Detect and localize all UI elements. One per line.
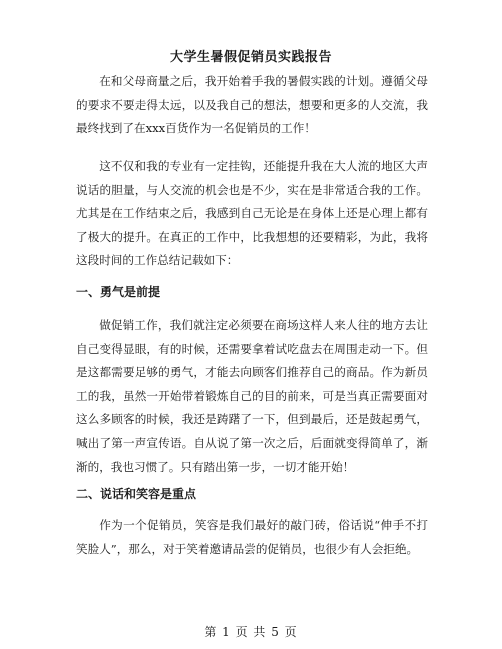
page-number: 第 1 页 共 5 页: [204, 625, 298, 639]
section-heading-courage: 一、勇气是前提: [76, 285, 161, 299]
body-paragraph: 这不仅和我的专业有一定挂钩，还能提升我在大人流的地区大声说话的胆量，与人交流的机会也是不少，实在是非常适合我的工作。尤其是在工作结束之后，我感到自己无论是在身体上还是心理上都有了极大的提升。在真正的工作中，比我想想的还要精彩，为此，我将这段时间的工作总结记载如下：: [76, 159, 428, 268]
section-text-smile: 作为一个促销员，笑容是我们最好的敲门砖，俗话说“伸手不打笑脸人”，那么，对于笑着邀请品尝的促销员，也很少有人会拒绝。: [76, 518, 428, 556]
section-heading-smile: 二、说话和笑容是重点: [76, 487, 197, 501]
intro-paragraph: 在和父母商量之后，我开始着手我的暑假实践的计划。遵循父母的要求不要走得太远，以及我自己的想法，想要和更多的人交流，我最终找到了在xxx百货作为一名促销员的工作！: [76, 74, 428, 136]
section-text-courage: 做促销工作，我们就注定必须要在商场这样人来人往的地方去让自己变得显眼，有的时候，还需要拿着试吃盘去在周围走动一下。但是这都需要足够的勇气，才能去向顾客们推荐自己的商品。作为新员工的我，虽然一开始带着锻炼自己的目的前来，可是当真正需要面对这么多顾客的时候，我还是踌躇了一下，但到最后，还是鼓起勇气，喊出了第一声宣传语。自从说了第一次之后，后面就变得简单了，渐渐的，我也习惯了。只有踏出第一步，一切才能开始！: [76, 318, 428, 474]
document-title: 大学生暑假促销员实践报告: [169, 50, 332, 65]
